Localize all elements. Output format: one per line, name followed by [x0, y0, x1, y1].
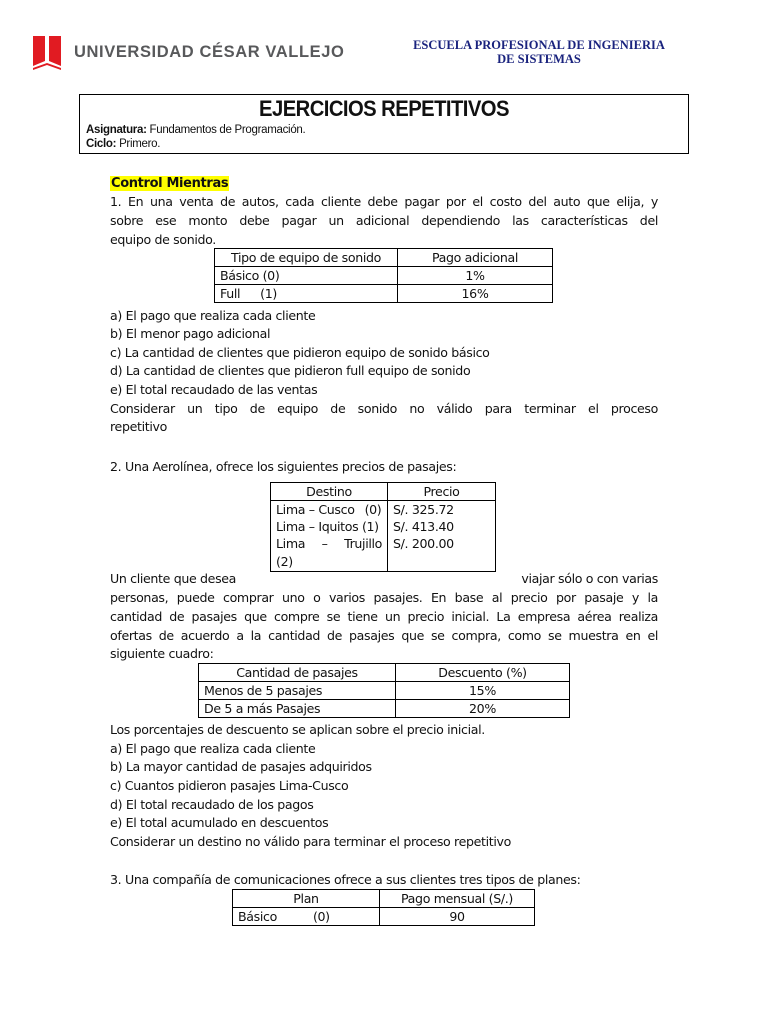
table-row: Plan Pago mensual (S/.): [233, 890, 535, 908]
subject-line: Asignatura: Fundamentos de Programación.: [86, 124, 306, 136]
ex2-paragraph-2: personas, puede comprar uno o varios pasajes. En base al precio por pasaje y la: [110, 590, 658, 605]
table-row: Tipo de equipo de sonido Pago adicional: [215, 249, 553, 267]
list-item: d) La cantidad de clientes que pidieron full equipo de sonido: [110, 363, 471, 378]
list-item: a) El pago que realiza cada cliente: [110, 308, 316, 323]
ex1-line-3: equipo de sonido.: [110, 232, 216, 247]
table-row: Lima – Iquitos (1) S/. 413.40: [271, 518, 496, 535]
ucv-logo-icon: [30, 33, 64, 71]
table-row: Lima – Cusco (0) S/. 325.72: [271, 501, 496, 519]
list-item: c) Cuantos pidieron pasajes Lima-Cusco: [110, 778, 349, 793]
list-item: e) El total recaudado de las ventas: [110, 382, 318, 397]
school-name: ESCUELA PROFESIONAL DE INGENIERIA DE SISTEMAS: [413, 38, 665, 66]
table-row: Full (1) 16%: [215, 285, 553, 303]
ex1-line-2: sobre ese monto debe pagar un adicional dependiendo las características del: [110, 213, 658, 228]
table-row: Destino Precio: [271, 483, 496, 501]
ex2-paragraph-3: cantidad de pasajes que compre se tiene un precio inicial. La empresa aérea realiza: [110, 609, 658, 624]
ex2-discount-table: [198, 663, 570, 718]
table-row: De 5 a más Pasajes 20%: [199, 700, 570, 718]
cycle-line: Ciclo: Primero.: [86, 138, 161, 150]
university-name: UNIVERSIDAD CÉSAR VALLEJO: [74, 42, 345, 61]
ex2-paragraph-5: siguiente cuadro:: [110, 646, 214, 661]
ex1-line-1: 1. En una venta de autos, cada cliente debe pagar por el costo del auto que elija, y: [110, 194, 658, 209]
list-item: b) La mayor cantidad de pasajes adquiridos: [110, 759, 372, 774]
ex3-plans-table: [232, 889, 535, 926]
ex3-intro: 3. Una compañía de comunicaciones ofrece a sus clientes tres tipos de planes:: [110, 872, 581, 887]
list-item: b) El menor pago adicional: [110, 326, 271, 341]
table-row: Lima – Trujillo (2) S/. 200.00: [271, 535, 496, 572]
list-item: a) El pago que realiza cada cliente: [110, 741, 316, 756]
ex2-intro: 2. Una Aerolínea, ofrece los siguientes precios de pasajes:: [110, 459, 457, 474]
list-item: e) El total acumulado en descuentos: [110, 815, 329, 830]
title-box: [79, 94, 689, 154]
list-item: c) La cantidad de clientes que pidieron equipo de sonido básico: [110, 345, 490, 360]
ex2-paragraph-4: ofertas de acuerdo a la cantidad de pasajes que se compra, como se muestra en el: [110, 628, 658, 643]
list-item: d) El total recaudado de los pagos: [110, 797, 314, 812]
table-row: Menos de 5 pasajes 15%: [199, 682, 570, 700]
ex2-condition: Considerar un destino no válido para terminar el proceso repetitivo: [110, 834, 511, 849]
document-title: EJERCICIOS REPETITIVOS: [259, 96, 509, 121]
ex2-paragraph-1: Un cliente que desea viajar sólo o con varias: [110, 571, 658, 586]
ex2-after-table: Los porcentajes de descuento se aplican sobre el precio inicial.: [110, 722, 485, 737]
table-row: Básico (0) 90: [233, 908, 535, 926]
table-row: Cantidad de pasajes Descuento (%): [199, 664, 570, 682]
ex2-destinations-table: [270, 482, 496, 572]
ex1-condition-1: Considerar un tipo de equipo de sonido no válido para terminar el proceso: [110, 401, 658, 416]
section-title: Control Mientras: [111, 176, 229, 191]
university-logo: [30, 32, 344, 72]
ex1-condition-2: repetitivo: [110, 419, 167, 434]
table-row: Básico (0) 1%: [215, 267, 553, 285]
ex1-table: [214, 248, 553, 303]
